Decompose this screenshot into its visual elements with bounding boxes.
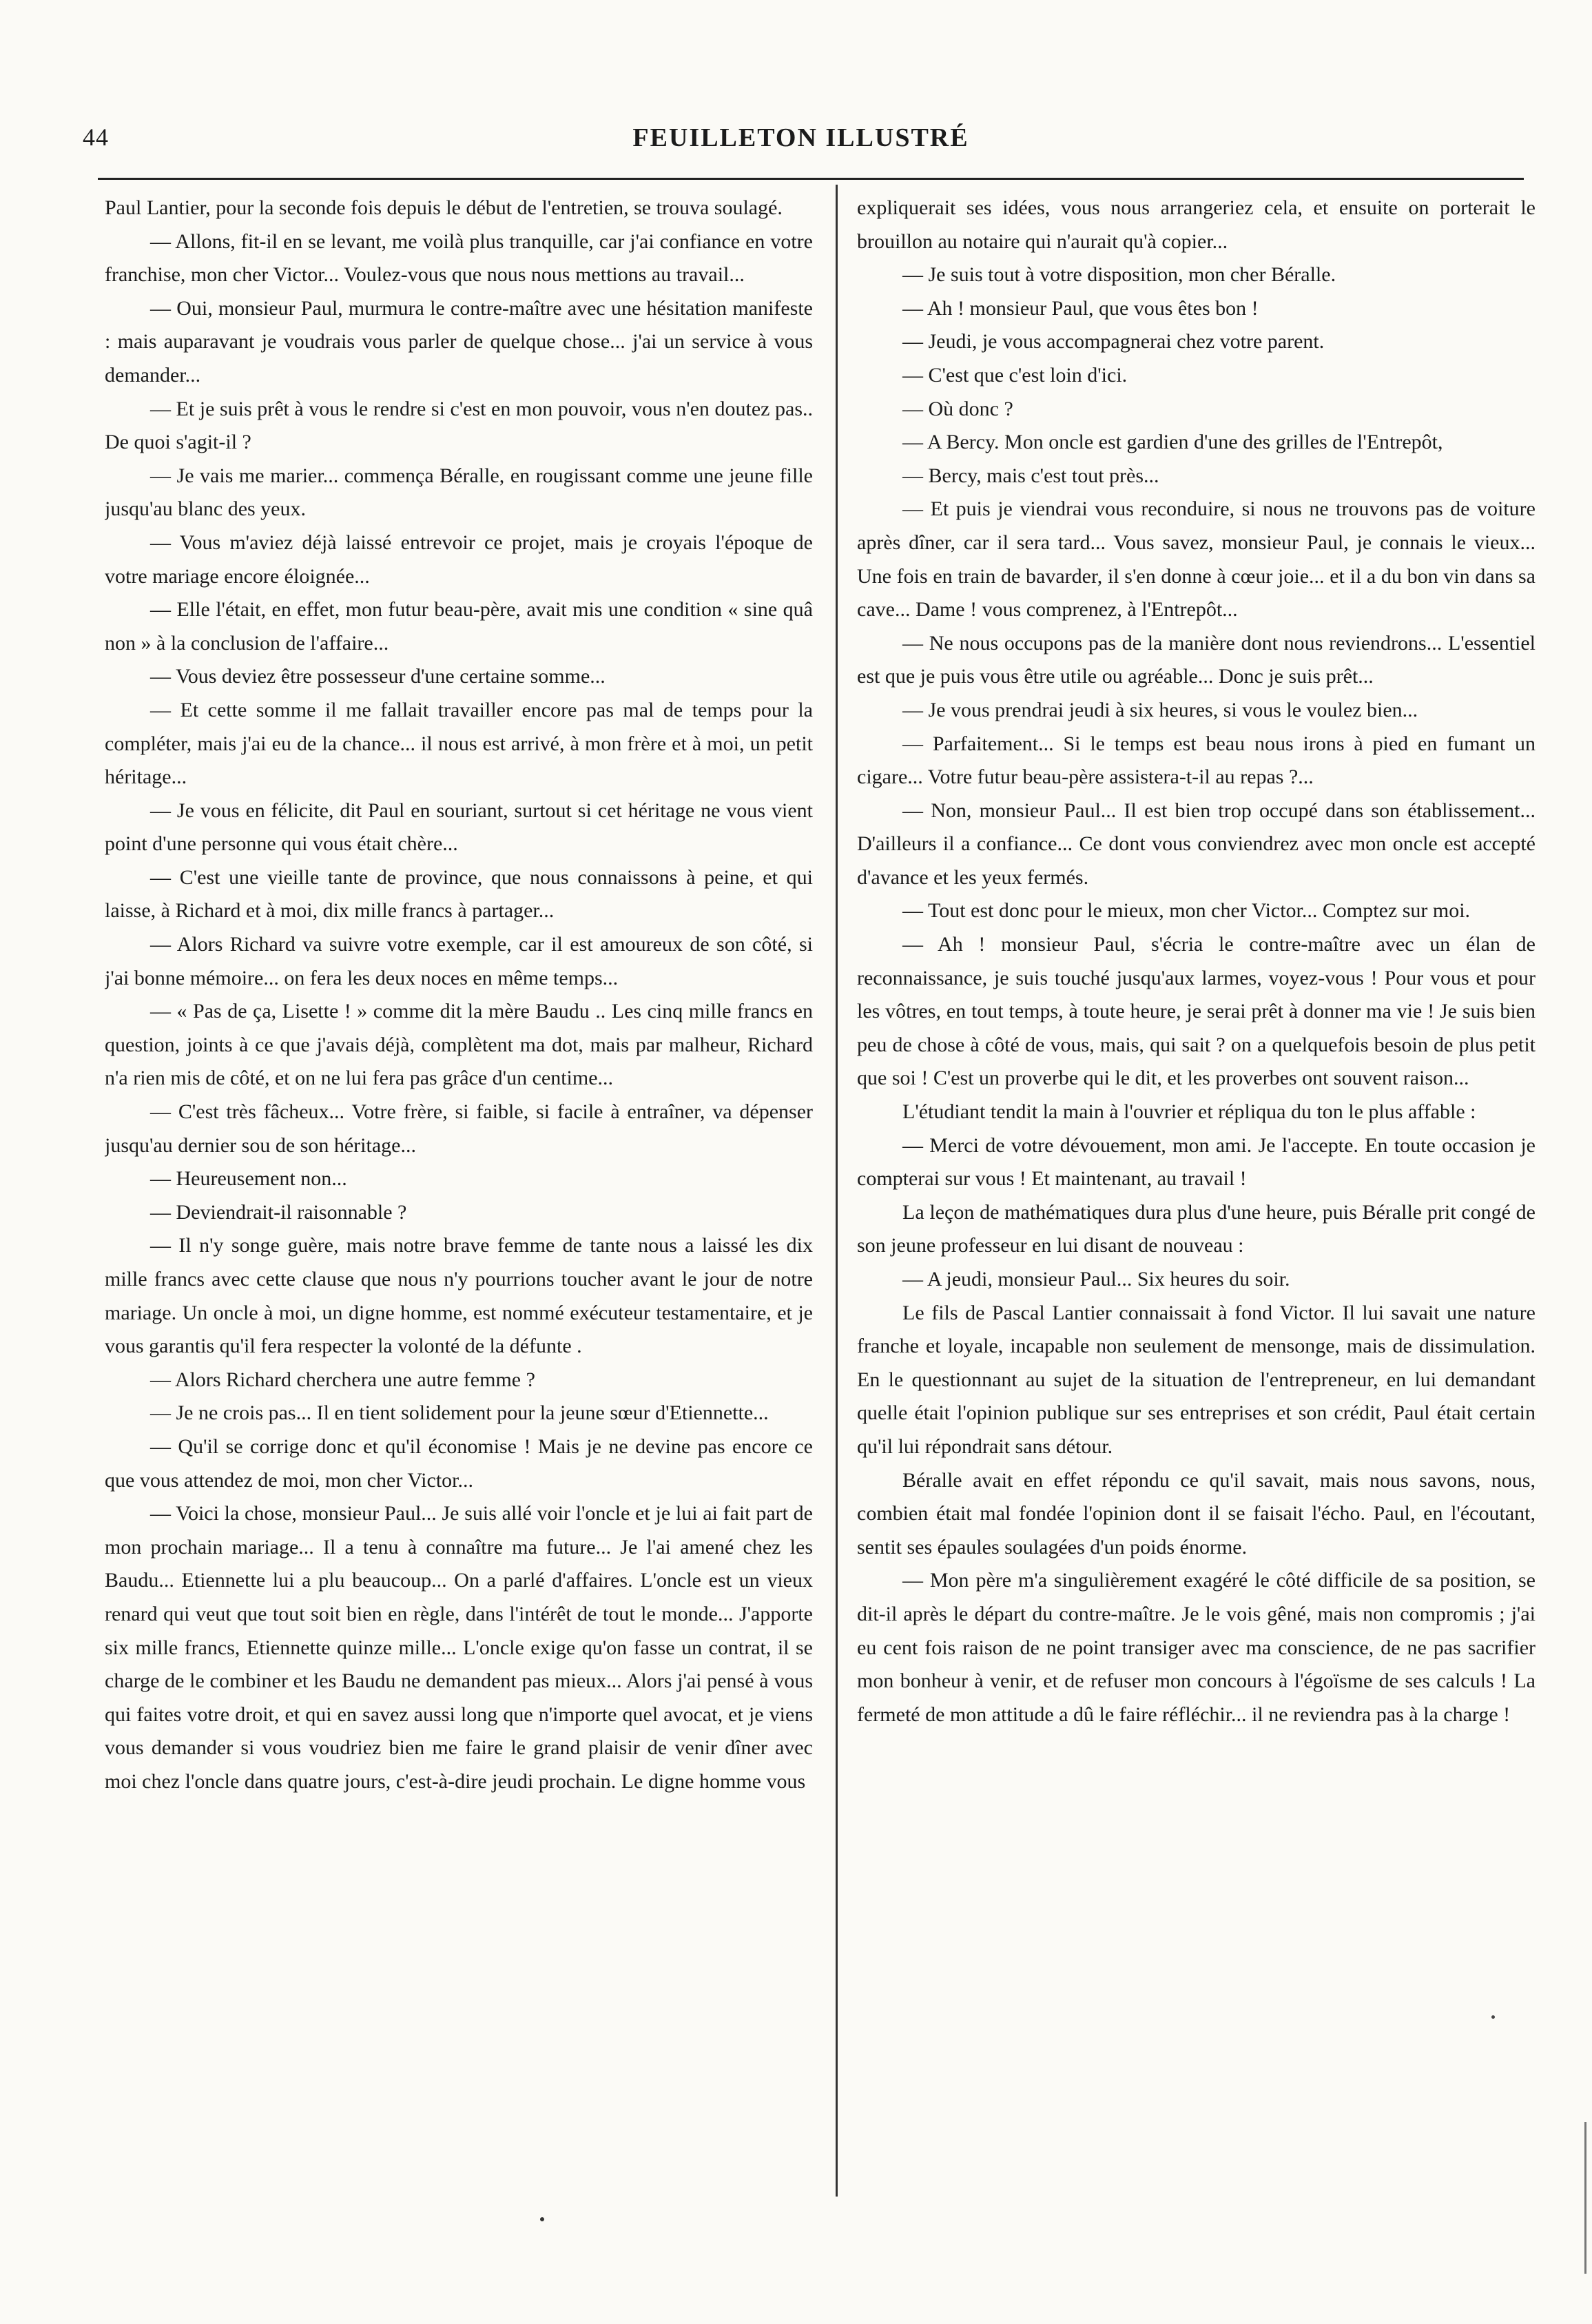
paragraph: — Allons, fit-il en se levant, me voilà plus tranquille, car j'ai confiance en votre franchise, mon cher Victor... Voulez-vous que nous nous mettions au travail... [105, 229, 813, 287]
paragraph: — Alors Richard va suivre votre exemple, car il est amoureux de son côté, si j'ai bonne mémoire... on fera les deux noces en même temps... [105, 933, 813, 989]
paragraph: — Tout est donc pour le mieux, mon cher Victor... Comptez sur moi. [902, 899, 1471, 923]
paragraph: — Merci de votre dévouement, mon ami. Je l'accepte. En toute occasion je compterai sur vous ! Et maintenant, au travail ! [857, 1133, 1536, 1191]
paragraph: — Non, monsieur Paul... Il est bien trop occupé dans son établissement... D'ailleurs il a confiance... Ce dont vous conviendrez avec mon oncle est accepté d'avance et les yeux fermés. [857, 799, 1536, 889]
paragraph: — « Pas de ça, Lisette ! » comme dit la mère Baudu .. Les cinq mille francs en question, joints à ce que j'avais déjà, complètent ma dot, mais par malheur, Richard n'a rien mis de côté, et on ne lui fera pas grâce d'un centime... [105, 1000, 813, 1090]
paragraph: — Voici la chose, monsieur Paul... Je suis allé voir l'oncle et je lui ai fait part de mon prochain mariage... Il a tenu à connaître ma future... Je l'ai amené chez les Baudu... Etiennette lui a plu beaucoup... On a parlé d'affaires. L'oncle est un vieux renard qui veut que tout soit bien en règle, dans l'intérêt de tout le monde... J'apporte six mille francs, Etiennette quinze mille... L'oncle exige qu'on fasse un contrat, il se charge de le combiner et les Baudu ne demandent pas mieux... Alors j'ai pensé à vous qui faites votre droit, et qui en savez aussi long que n'importe quel avocat, et je viens vous demander si vous voudriez bien me faire le grand plaisir de venir dîner avec moi chez l'oncle dans quatre jours, c'est-à-dire jeudi prochain. Le digne homme vous [105, 1502, 813, 1793]
left-column [105, 192, 813, 2176]
print-speck [1491, 2015, 1495, 2019]
paragraph: expliquerait ses idées, vous nous arrangeriez cela, et ensuite on porterait le brouillon au notaire qui n'aurait qu'à copier... [857, 196, 1536, 253]
column-divider [836, 185, 838, 2197]
paragraph: — Ne nous occupons pas de la manière dont nous reviendrons... L'essentiel est que je puis vous être utile ou agréable... Donc je suis prêt... [857, 631, 1536, 688]
paragraph: Paul Lantier, pour la seconde fois depuis le début de l'entretien, se trouva soulagé. [105, 196, 783, 219]
paragraph: — Et puis je viendrai vous reconduire, si nous ne trouvons pas de voiture après dîner, car il sera tard... Vous savez, monsieur Paul, je connais le vieux... Une fois en train de bavarder, il s'en donne à cœur joie... et il a du bon vin dans sa cave... Dame ! vous comprenez, à l'Entrepôt... [857, 497, 1536, 621]
paragraph: — Deviendrait-il raisonnable ? [150, 1200, 407, 1224]
running-title: FEUILLETON ILLUSTRÉ [632, 123, 969, 152]
paragraph: — Ah ! monsieur Paul, s'écria le contre-maître avec un élan de reconnaissance, je suis touché jusqu'aux larmes, voyez-vous ! Pour vous et pour les vôtres, en tout temps, à toute heure, je serai prêt à donner ma vie ! Je suis bien peu de chose à côté de vous, mais, qui sait ? on a quelquefois besoin de plus petit que soi ! C'est un proverbe qui le dit, et les proverbes ont souvent raison... [857, 933, 1536, 1090]
paragraph: — Je vous en félicite, dit Paul en souriant, surtout si cet héritage ne vous vient point d'une personne qui vous était chère... [105, 799, 813, 856]
paragraph: — Alors Richard cherchera une autre femme ? [150, 1368, 535, 1391]
paragraph: — Mon père m'a singulièrement exagéré le côté difficile de sa position, se dit-il après le départ du contre-maître. Je le vois gêné, mais non compromis ; j'ai eu cent fois raison de ne point transiger avec ma conscience, de ne pas sacrifier mon bonheur à venir, et de refuser mon concours à l'égoïsme de ses calculs ! La fermeté de mon attitude a dû le faire réfléchir... il ne reviendra pas à la charge ! [857, 1569, 1536, 1726]
paragraph: — Vous m'aviez déjà laissé entrevoir ce projet, mais je croyais l'époque de votre mariage encore éloignée... [105, 531, 813, 588]
header-rule [98, 178, 1524, 180]
paragraph: — C'est très fâcheux... Votre frère, si faible, si facile à entraîner, va dépenser jusqu'au dernier sou de son héritage... [105, 1100, 813, 1157]
print-speck [540, 2217, 544, 2221]
paragraph: — Bercy, mais c'est tout près... [902, 464, 1159, 487]
paragraph: — Ah ! monsieur Paul, que vous êtes bon ! [902, 296, 1259, 320]
paragraph: — Il n'y songe guère, mais notre brave femme de tante nous a laissé les dix mille francs avec cette clause que nous n'y pourrions toucher avant le jour de notre mariage. Un oncle à moi, un digne homme, est nommé exécuteur testamentaire, et je vous garantis qu'il fera respecter la volonté de la défunte . [105, 1234, 813, 1358]
paragraph: — A Bercy. Mon oncle est gardien d'une des grilles de l'Entrepôt, [902, 431, 1443, 454]
page-header [83, 123, 1519, 171]
paragraph: — A jeudi, monsieur Paul... Six heures du soir. [902, 1268, 1290, 1290]
paragraph: — Je vais me marier... commença Béralle, en rougissant comme une jeune fille jusqu'au blanc des yeux. [105, 464, 813, 521]
paragraph: — Oui, monsieur Paul, murmura le contre-maître avec une hésitation manifeste : mais auparavant je voudrais vous parler de quelque chose... j'ai un service à vous demander... [105, 296, 813, 387]
paragraph: — Jeudi, je vous accompagnerai chez votre parent. [902, 330, 1325, 353]
paragraph: — Qu'il se corrige donc et qu'il économise ! Mais je ne devine pas encore ce que vous attendez de moi, mon cher Victor... [105, 1434, 813, 1492]
paragraph: — Vous deviez être possesseur d'une certaine somme... [150, 665, 606, 688]
paragraph: — Je suis tout à votre disposition, mon cher Béralle. [902, 263, 1336, 287]
paragraph: La leçon de mathématiques dura plus d'une heure, puis Béralle prit congé de son jeune professeur en lui disant de nouveau : [857, 1200, 1536, 1257]
paragraph: — Je vous prendrai jeudi à six heures, si vous le voulez bien... [902, 698, 1418, 721]
paragraph: Béralle avait en effet répondu ce qu'il savait, mais nous savons, nous, combien était mal fondée l'opinion dont il se faisait l'écho. Paul, en l'écoutant, sentit ses épaules soulagées d'un poids énorme. [857, 1468, 1536, 1559]
paragraph: — Heureusement non... [150, 1167, 347, 1191]
scan-edge-mark [1584, 2122, 1586, 2274]
right-column [857, 192, 1536, 2162]
paragraph: — C'est que c'est loin d'ici. [902, 363, 1128, 387]
paragraph: — Je ne crois pas... Il en tient solidement pour la jeune sœur d'Etiennette... [150, 1401, 769, 1425]
page-number: 44 [83, 123, 109, 151]
paragraph: — C'est une vieille tante de province, que nous connaissons à peine, et qui laisse, à Richard et à moi, dix mille francs à partager... [105, 865, 813, 923]
paragraph: — Parfaitement... Si le temps est beau nous irons à pied en fumant un cigare... Votre futur beau-père assistera-t-il au repas ?... [857, 732, 1536, 789]
paragraph: — Où donc ? [902, 397, 1013, 420]
paragraph: Le fils de Pascal Lantier connaissait à fond Victor. Il lui savait une nature franche et loyale, incapable non seulement de mensonge, mais de dissimulation. En le questionnant au sujet de la situation de l'entrepreneur, en lui demandant quelle était l'opinion publique sur ses entreprises et son crédit, Paul était certain qu'il lui répondrait sans détour. [857, 1301, 1536, 1458]
paragraph: L'étudiant tendit la main à l'ouvrier et répliqua du ton le plus affable : [902, 1100, 1476, 1124]
paragraph: — Et je suis prêt à vous le rendre si c'est en mon pouvoir, vous n'en doutez pas.. De quoi s'agit-il ? [105, 397, 813, 454]
paragraph: — Et cette somme il me fallait travailler encore pas mal de temps pour la compléter, mais j'ai eu de la chance... il nous est arrivé, à mon frère et à moi, un petit héritage... [105, 698, 813, 789]
paragraph: — Elle l'était, en effet, mon futur beau-père, avait mis une condition « sine quâ non » à la conclusion de l'affaire... [105, 598, 813, 655]
